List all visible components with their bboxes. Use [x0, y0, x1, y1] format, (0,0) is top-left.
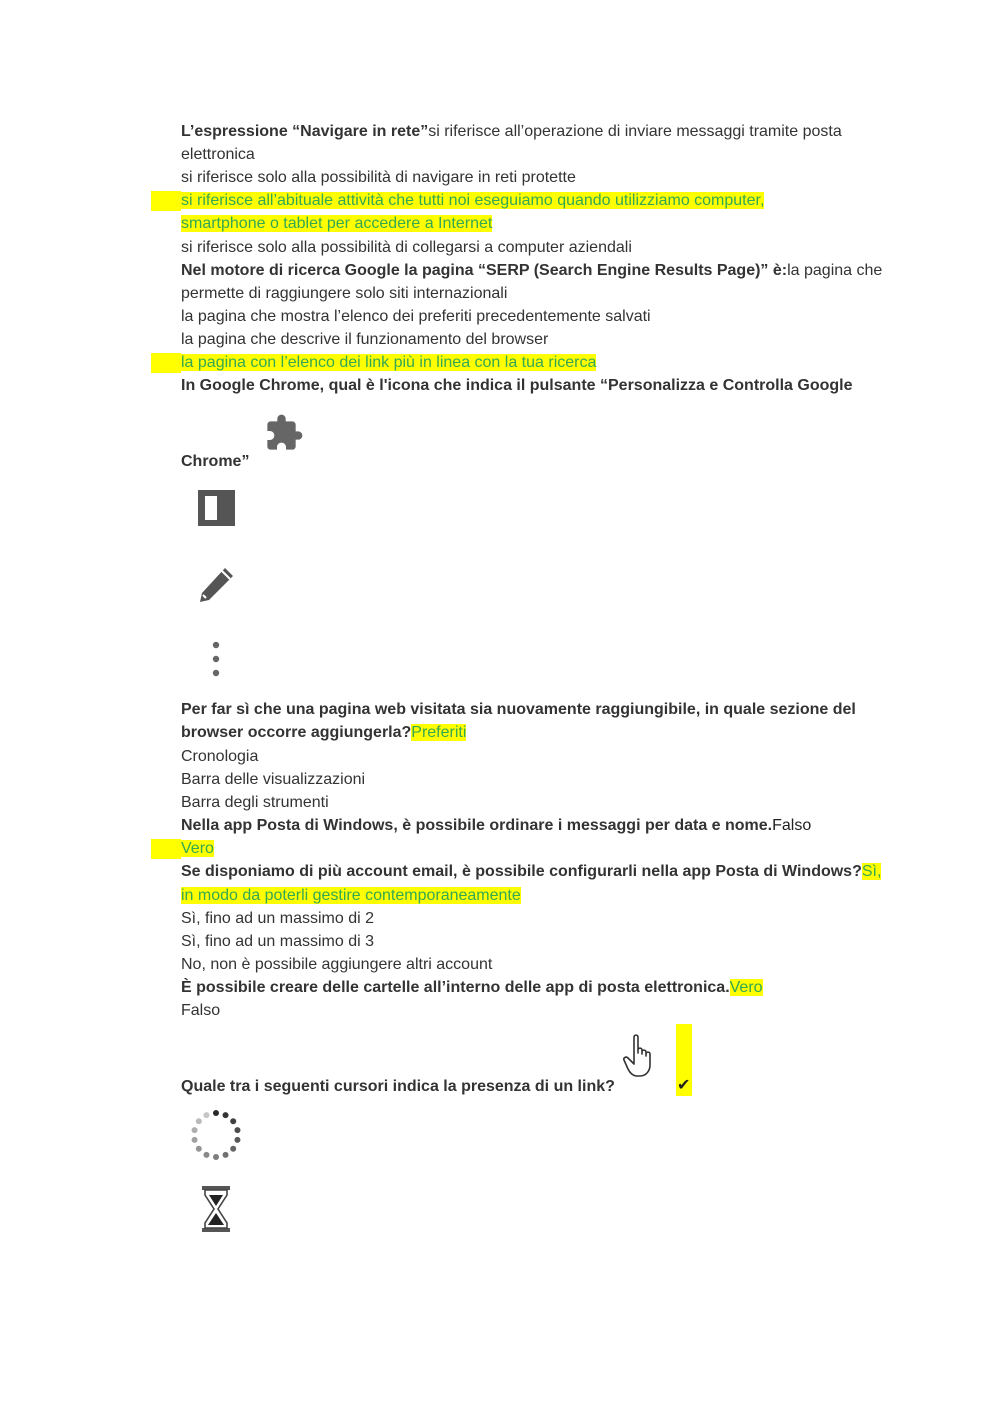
question-5-correct-answer: Vero	[181, 840, 214, 857]
question-4-correct-answer: Preferiti	[411, 724, 467, 741]
spinner-dot	[234, 1127, 240, 1133]
spinner-dot	[196, 1146, 202, 1152]
question-1-correct-answer-line-2: smartphone o tablet per accedere a Internet	[181, 215, 493, 232]
question-2-option-2: la pagina che mostra l’elenco dei preferiti precedentemente salvati	[181, 308, 651, 325]
correct-answer-marker	[676, 1024, 692, 1096]
spinner-dot	[223, 1112, 229, 1118]
hourglass-icon	[200, 1185, 232, 1233]
more-vertical-icon	[208, 640, 224, 678]
check-mark: ✔	[677, 1077, 691, 1094]
question-7-correct-answer: Vero	[729, 979, 763, 996]
spinner-dot	[230, 1118, 236, 1124]
question-5: Nella app Posta di Windows, è possibile ordinare i messaggi per data e nome.	[181, 817, 773, 834]
loading-spinner-icon	[189, 1108, 243, 1162]
spinner-dot	[223, 1152, 229, 1158]
question-4-option-2: Cronologia	[181, 748, 259, 765]
question-4-option-3: Barra delle visualizzazioni	[181, 771, 366, 788]
highlight-marker	[151, 353, 181, 373]
question-7: È possibile creare delle cartelle all’interno delle app di posta elettronica.	[181, 979, 730, 996]
spinner-dot	[213, 1110, 219, 1116]
question-1-option-inline-cont: elettronica	[181, 146, 255, 163]
hand-pointer-icon	[622, 1033, 658, 1079]
question-2-option-inline-cont: permette di raggiungere solo siti internazionali	[181, 285, 508, 302]
question-2-line	[181, 259, 882, 282]
question-1-option-4: si riferisce solo alla possibilità di collegarsi a computer aziendali	[181, 239, 632, 256]
question-1-option-2: si riferisce solo alla possibilità di navigare in reti protette	[181, 169, 576, 186]
spinner-dot	[196, 1118, 202, 1124]
question-5-line	[181, 814, 811, 837]
question-1-option-inline: si riferisce all’operazione di inviare messaggi tramite posta	[428, 123, 842, 140]
question-6-line	[181, 860, 881, 883]
question-1-line	[181, 120, 842, 143]
sidebar-icon	[198, 490, 235, 526]
pen-icon	[195, 564, 237, 606]
highlight-marker	[151, 191, 181, 211]
question-1-correct-answer-line-1: si riferisce all’abituale attività che tutti noi eseguiamo quando utilizziamo computer,	[181, 192, 765, 209]
question-2-option-3: la pagina che descrive il funzionamento del browser	[181, 331, 549, 348]
question-6-correct-answer: Sì,	[861, 863, 882, 880]
question-1: L’espressione “Navigare in rete”	[181, 123, 429, 140]
highlight-marker	[151, 839, 181, 859]
question-2-correct-answer: la pagina con l’elenco dei link più in linea con la tua ricerca	[181, 354, 597, 371]
question-8: Quale tra i seguenti cursori indica la presenza di un link?	[181, 1078, 615, 1095]
question-3: In Google Chrome, qual è l'icona che indica il pulsante “Personalizza e Controlla Google	[181, 377, 853, 394]
question-3-cont: Chrome”	[181, 453, 250, 470]
spinner-dot	[234, 1137, 240, 1143]
question-5-option-1: Falso	[772, 817, 812, 834]
spinner-dot	[192, 1137, 198, 1143]
question-6: Se disponiamo di più account email, è possibile configurarli nella app Posta di Windows?	[181, 863, 862, 880]
puzzle-icon	[264, 413, 304, 453]
question-6-correct-answer-cont: in modo da poterli gestire contemporaneamente	[181, 887, 521, 904]
spinner-dot	[203, 1112, 209, 1118]
question-4-cont-line: browser occorre aggiungerla?Preferiti	[181, 724, 467, 741]
spinner-dot	[213, 1154, 219, 1160]
question-2-option-inline: la pagina che	[787, 262, 883, 279]
spinner-dot	[230, 1146, 236, 1152]
question-4: Per far sì che una pagina web visitata sia nuovamente raggiungibile, in quale sezione del	[181, 701, 856, 718]
spinner-dot	[192, 1127, 198, 1133]
question-7-option-2: Falso	[181, 1002, 221, 1019]
question-4-option-4: Barra degli strumenti	[181, 794, 329, 811]
spinner-dot	[203, 1152, 209, 1158]
question-6-option-4: No, non è possibile aggiungere altri account	[181, 956, 493, 973]
question-6-option-3: Sì, fino ad un massimo di 3	[181, 933, 374, 950]
question-6-option-2: Sì, fino ad un massimo di 2	[181, 910, 374, 927]
question-7-line	[181, 976, 763, 999]
question-2: Nel motore di ricerca Google la pagina “SERP (Search Engine Results Page)” è:	[181, 262, 788, 279]
